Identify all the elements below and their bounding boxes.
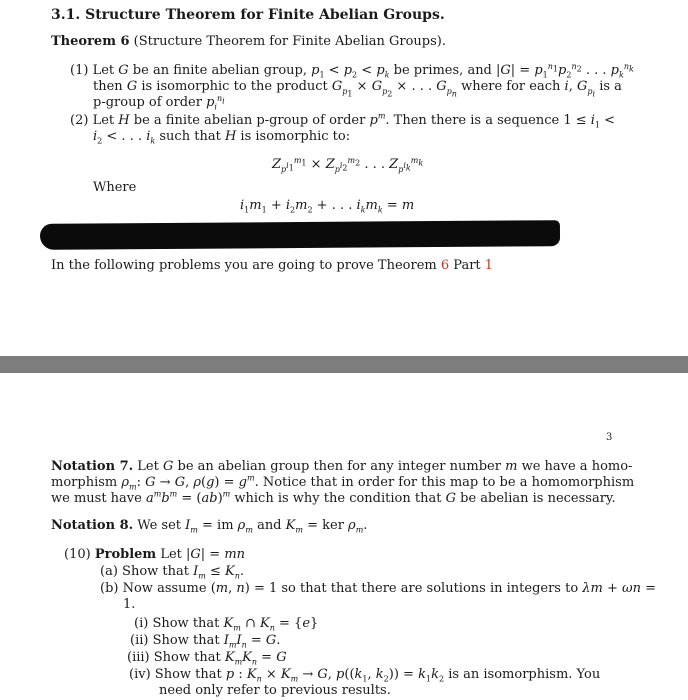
text: We set: [137, 518, 182, 533]
followup-line: [51, 258, 493, 274]
text: Show that: [153, 650, 221, 665]
notation-7-line-1: Notation 7. Let G be an abelian group then for any integer number m we have a homo-: [51, 459, 633, 474]
text: morphism: [51, 475, 118, 490]
problem-part-b-iii: (iii) Show that $K_mK_n = G$: [127, 650, 287, 667]
text: which is why the condition that: [234, 491, 442, 506]
text: be abelian is necessary.: [460, 491, 616, 506]
item-number: (10): [64, 547, 91, 562]
text: Notice that in order for this map to be a homomorphism: [262, 475, 635, 490]
where-label: Where: [93, 180, 137, 195]
text: such that: [159, 129, 221, 144]
item-number: (2): [70, 113, 89, 128]
problem-10-line: (10) Problem Let |G| = mn: [64, 547, 246, 562]
theorem-ref-link[interactable]: 6: [440, 258, 450, 273]
part-ref-link[interactable]: 1: [484, 258, 494, 273]
text: In the following problems you are going to prove Theorem: [51, 258, 437, 273]
theorem-item-2-line-1: (2) Let H be a finite abelian p-group of order $p^m$. Then there is a sequence $1 \le i_1$ <: [70, 111, 616, 130]
item-number: (b): [100, 581, 119, 596]
page-number: 3: [606, 432, 613, 443]
item-number: (ii): [130, 633, 149, 648]
text: be primes, and: [393, 63, 492, 78]
problem-part-b-iv-line-2: need only refer to previous results.: [159, 683, 391, 698]
problem-part-b-line-1: (b) Now assume (m, n) = 1 so that that there are solutions in integers to λm + ωn =: [100, 581, 657, 596]
item-number: (iii): [127, 650, 150, 665]
theorem-heading: [51, 34, 446, 50]
notation-title: Notation 7.: [51, 459, 134, 474]
problem-part-b-i: (i) Show that $K_m$ ∩ $K_n = \{e\}$: [134, 616, 319, 633]
text: and: [257, 518, 282, 533]
theorem-paren: (Structure Theorem for Finite Abelian Groups).: [133, 34, 447, 49]
text: Show that: [154, 667, 222, 682]
notation-title: Notation 8.: [51, 518, 134, 533]
theorem-item-1-line-1: (1) Let G be an finite abelian group, $p_1 < p_2 < p_k$ be primes, and $|G| = p_1^{n_1}p_2^{n_2}$ . . . $p_k^{n_k}$: [70, 61, 634, 80]
text: be an finite abelian group,: [132, 63, 307, 78]
text: Show that: [122, 564, 189, 579]
text: Show that: [152, 633, 220, 648]
text: Let: [137, 459, 159, 474]
text: we have a homo-: [521, 459, 633, 474]
item-number: (a): [100, 564, 118, 579]
text: Let: [92, 63, 115, 78]
text: so that that there are solutions in integers to: [281, 581, 579, 596]
text: Part: [453, 258, 481, 273]
problem-part-a: (a) Show that $I_m \le K_n$.: [100, 564, 245, 581]
notation-8-line: Notation 8. We set $I_m$ = im $\rho_m$ and $K_m$ = ker $\rho_m$.: [51, 518, 368, 535]
text: is a: [599, 79, 622, 94]
item-number: (iv): [129, 667, 151, 682]
text: Now assume: [122, 581, 207, 596]
text: we must have: [51, 491, 142, 506]
text: is isomorphic to the product: [141, 79, 328, 94]
notation-7-line-2: morphism $\rho_m$: G → G, $\rho(g) = g^m$. Notice that in order for this map to be a homomorphism: [51, 473, 635, 492]
page-separator: [0, 356, 688, 373]
text: be a finite abelian: [133, 113, 253, 128]
text: where for each: [461, 79, 561, 94]
theorem-item-1-line-2: then G is isomorphic to the product $G_{p_1} \times G_{p_2}$ × . . . $G_{p_n}$ where for each i, $G_{p_i}$ is a: [93, 79, 622, 99]
problem-title: Problem: [94, 547, 157, 562]
redaction-scribble: [40, 220, 560, 250]
display-formula-product: $Z_{p^{i_1}}^{m_1} \times Z_{p^{i_2}}^{m_2}$ . . . $Z_{p^{i_k}}^{m_k}$: [272, 155, 424, 174]
text: Let: [160, 547, 182, 562]
section-heading: 3.1. Structure Theorem for Finite Abelian Groups.: [51, 7, 445, 23]
text: Let: [92, 113, 115, 128]
text: is isomorphic to:: [240, 129, 351, 144]
page-bottom: [0, 373, 688, 700]
problem-part-b-iv-line-1: (iv) Show that p : $K_n \times K_m \to G$, $p((k_1$, $k_2)) = k_1k_2$ is an isomorphism. You: [129, 667, 601, 684]
theorem-item-1-line-3: p-group of order $p_i^{n_i}$: [93, 93, 225, 112]
theorem-item-2-line-2: $i_2$ < . . . $i_k$ such that H is isomorphic to:: [93, 129, 351, 146]
text: p-group of order: [256, 113, 366, 128]
notation-7-line-3: we must have $a^mb^m = (ab)^m$ which is why the condition that G be abelian is necessary.: [51, 489, 616, 506]
text: be an abelian group then for any integer number: [177, 459, 501, 474]
text: then: [93, 79, 123, 94]
text: Show that: [152, 616, 220, 631]
theorem-title: Theorem 6: [51, 34, 130, 49]
display-formula-sum: $i_1m_1 + i_2m_2$ + . . . $i_km_k = m$: [240, 198, 415, 215]
text: p-group of order: [93, 95, 202, 110]
item-number: (i): [134, 616, 149, 631]
item-number: (1): [70, 63, 89, 78]
text: is an isomorphism. You: [448, 667, 601, 682]
problem-part-b-ii: (ii) Show that $I_mI_n = G$.: [130, 633, 281, 650]
text: Then there is a sequence: [393, 113, 560, 128]
problem-part-b-line-2: 1.: [123, 597, 136, 612]
